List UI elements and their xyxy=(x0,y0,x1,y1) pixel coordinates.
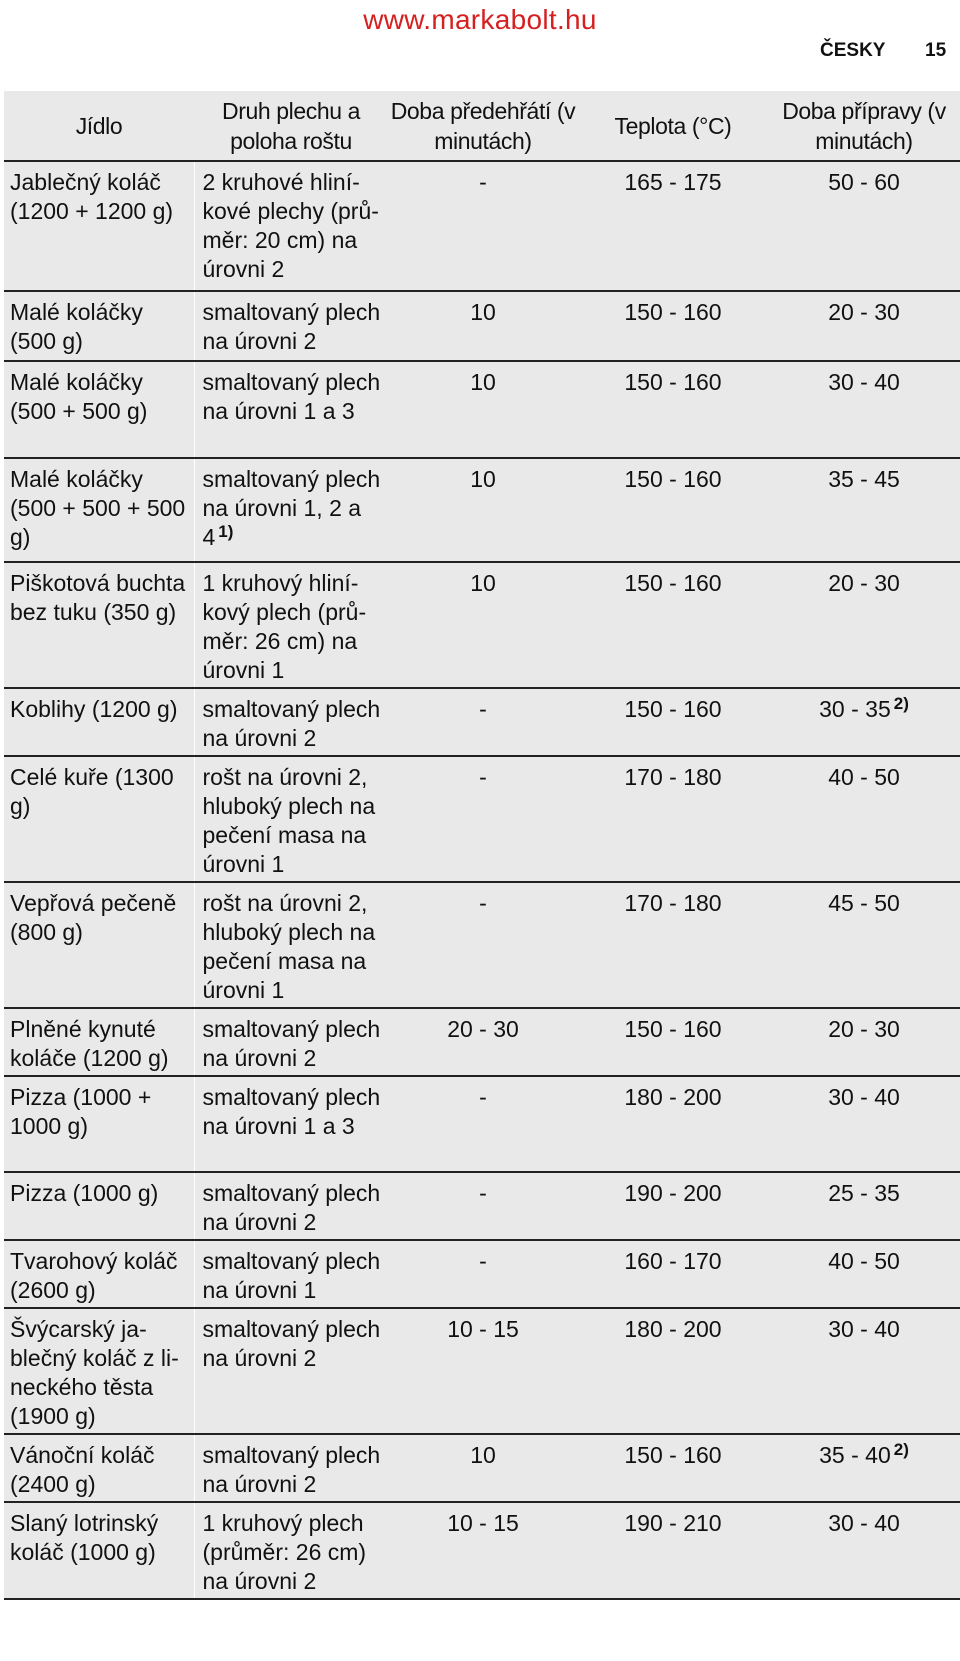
column-header-temperature: Teplota (°C) xyxy=(578,91,768,161)
cell-time xyxy=(768,688,960,756)
table-row xyxy=(4,458,960,562)
cell-time xyxy=(768,562,960,688)
cell-temperature: 150 - 160 xyxy=(578,458,768,562)
cell-food: Pizza (1000 g) xyxy=(4,1172,194,1240)
table-row xyxy=(4,1076,960,1172)
cell-tray: 1 kruhový hliní-kový plech (prů-měr: 26 cm) na úrovni 1 xyxy=(194,562,388,688)
table-row xyxy=(4,1008,960,1076)
cell-tray: rošt na úrovni 2, hluboký plech na pečení masa na úrovni 1 xyxy=(194,882,388,1008)
cell-temperature: 150 - 160 xyxy=(578,688,768,756)
cell-food: Pizza (1000 + 1000 g) xyxy=(4,1076,194,1172)
cell-time xyxy=(768,1240,960,1308)
cell-tray: smaltovaný plech na úrovni 1 a 3 xyxy=(194,361,388,458)
cell-time xyxy=(768,1076,960,1172)
cell-tray: 2 kruhové hliní-kové plechy (prů-měr: 20 cm) na úrovni 2 xyxy=(194,161,388,291)
table-row xyxy=(4,361,960,458)
cell-time xyxy=(768,361,960,458)
cell-time xyxy=(768,1434,960,1502)
table-row xyxy=(4,1308,960,1434)
page-number: 15 xyxy=(925,40,947,61)
cell-preheat: 20 - 30 xyxy=(388,1008,578,1076)
cell-food: Vánoční koláč (2400 g) xyxy=(4,1434,194,1502)
cell-temperature: 180 - 200 xyxy=(578,1076,768,1172)
cell-preheat: - xyxy=(388,1172,578,1240)
cell-food: Vepřová pečeně (800 g) xyxy=(4,882,194,1008)
cell-time xyxy=(768,1308,960,1434)
cell-food: Slaný lotrinský koláč (1000 g) xyxy=(4,1502,194,1599)
column-header-time: Doba přípravy (v minutách) xyxy=(768,91,960,161)
cell-time-value: 20 - 30 xyxy=(828,570,900,596)
cell-temperature: 150 - 160 xyxy=(578,562,768,688)
cell-tray: smaltovaný plech na úrovni 2 xyxy=(194,688,388,756)
table-row xyxy=(4,1434,960,1502)
cell-temperature: 190 - 210 xyxy=(578,1502,768,1599)
cell-time-value: 20 - 30 xyxy=(828,1016,900,1042)
cell-tray: 1 kruhový plech (průměr: 26 cm) na úrovni 2 xyxy=(194,1502,388,1599)
cell-temperature: 190 - 200 xyxy=(578,1172,768,1240)
language-label: ČESKY xyxy=(820,40,886,61)
cell-time xyxy=(768,756,960,882)
cell-food: Piškotová buchta bez tuku (350 g) xyxy=(4,562,194,688)
table-row xyxy=(4,562,960,688)
watermark-url: www.markabolt.hu xyxy=(363,4,597,35)
cell-tray: rošt na úrovni 2, hluboký plech na pečení masa na úrovni 1 xyxy=(194,756,388,882)
cell-tray: smaltovaný plech na úrovni 1 xyxy=(194,1240,388,1308)
cell-preheat: 10 xyxy=(388,291,578,361)
cell-food: Celé kuře (1300 g) xyxy=(4,756,194,882)
cell-preheat: - xyxy=(388,688,578,756)
cell-preheat: 10 - 15 xyxy=(388,1308,578,1434)
cell-time xyxy=(768,882,960,1008)
cell-tray-text: smaltovaný plech na úrovni 1, 2 a 4 xyxy=(202,466,381,550)
cell-time-value: 30 - 40 xyxy=(828,1316,900,1342)
table-header-row xyxy=(4,91,960,161)
cell-time-value: 30 - 40 xyxy=(828,1084,900,1110)
cell-time-value: 30 - 35 xyxy=(819,696,891,722)
cell-time-value: 40 - 50 xyxy=(828,764,900,790)
cell-food: Plněné kynuté koláče (1200 g) xyxy=(4,1008,194,1076)
cell-time-value: 25 - 35 xyxy=(828,1180,900,1206)
cell-food: Jablečný koláč (1200 + 1200 g) xyxy=(4,161,194,291)
cell-time-value: 50 - 60 xyxy=(828,169,900,195)
cell-preheat: - xyxy=(388,1076,578,1172)
cell-temperature: 150 - 160 xyxy=(578,361,768,458)
cell-time-value: 30 - 40 xyxy=(828,369,900,395)
cell-tray: smaltovaný plech na úrovni 1 a 3 xyxy=(194,1076,388,1172)
column-header-food: Jídlo xyxy=(4,91,194,161)
table-row xyxy=(4,756,960,882)
cell-temperature: 170 - 180 xyxy=(578,756,768,882)
column-header-preheat: Doba předehřátí (v minutách) xyxy=(388,91,578,161)
cell-food: Malé koláčky (500 + 500 + 500 g) xyxy=(4,458,194,562)
table-row xyxy=(4,1240,960,1308)
cell-tray: smaltovaný plech na úrovni 2 xyxy=(194,1308,388,1434)
cell-time-value: 30 - 40 xyxy=(828,1510,900,1536)
cell-food: Koblihy (1200 g) xyxy=(4,688,194,756)
cell-time xyxy=(768,291,960,361)
cell-preheat: - xyxy=(388,1240,578,1308)
cell-preheat: - xyxy=(388,882,578,1008)
cell-preheat: 10 xyxy=(388,361,578,458)
cell-preheat: - xyxy=(388,756,578,882)
cell-temperature: 165 - 175 xyxy=(578,161,768,291)
cell-tray: smaltovaný plech na úrovni 2 xyxy=(194,1008,388,1076)
cell-tray: smaltovaný plech na úrovni 2 xyxy=(194,291,388,361)
cell-preheat: 10 xyxy=(388,562,578,688)
table-row xyxy=(4,688,960,756)
cell-tray xyxy=(194,458,388,562)
cell-time-value: 35 - 45 xyxy=(828,466,900,492)
table-row xyxy=(4,291,960,361)
column-header-tray: Druh plechu a poloha roštu xyxy=(194,91,388,161)
footnote-marker: 1) xyxy=(218,522,234,541)
footnote-marker: 2) xyxy=(893,1440,909,1459)
cell-tray: smaltovaný plech na úrovni 2 xyxy=(194,1434,388,1502)
cell-preheat: 10 - 15 xyxy=(388,1502,578,1599)
cell-temperature: 150 - 160 xyxy=(578,1434,768,1502)
cell-preheat: 10 xyxy=(388,1434,578,1502)
cell-time xyxy=(768,1008,960,1076)
cell-time xyxy=(768,161,960,291)
cell-time-value: 35 - 40 xyxy=(819,1442,891,1468)
cell-preheat: 10 xyxy=(388,458,578,562)
table-row xyxy=(4,1502,960,1599)
cell-time-value: 45 - 50 xyxy=(828,890,900,916)
cell-time-value: 40 - 50 xyxy=(828,1248,900,1274)
cell-time xyxy=(768,1502,960,1599)
cell-time xyxy=(768,458,960,562)
cell-time-value: 20 - 30 xyxy=(828,299,900,325)
cell-temperature: 150 - 160 xyxy=(578,291,768,361)
table-row xyxy=(4,161,960,291)
cell-tray: smaltovaný plech na úrovni 2 xyxy=(194,1172,388,1240)
cell-food: Malé koláčky (500 g) xyxy=(4,291,194,361)
table-row xyxy=(4,882,960,1008)
cell-food: Malé koláčky (500 + 500 g) xyxy=(4,361,194,458)
cell-preheat: - xyxy=(388,161,578,291)
cell-food: Tvarohový koláč (2600 g) xyxy=(4,1240,194,1308)
footnote-marker: 2) xyxy=(893,694,909,713)
baking-table xyxy=(4,91,960,1600)
cell-temperature: 150 - 160 xyxy=(578,1008,768,1076)
cell-temperature: 170 - 180 xyxy=(578,882,768,1008)
cell-time xyxy=(768,1172,960,1240)
table-row xyxy=(4,1172,960,1240)
cell-food: Švýcarský ja-blečný koláč z li-neckého těsta (1900 g) xyxy=(4,1308,194,1434)
cell-temperature: 180 - 200 xyxy=(578,1308,768,1434)
cell-temperature: 160 - 170 xyxy=(578,1240,768,1308)
